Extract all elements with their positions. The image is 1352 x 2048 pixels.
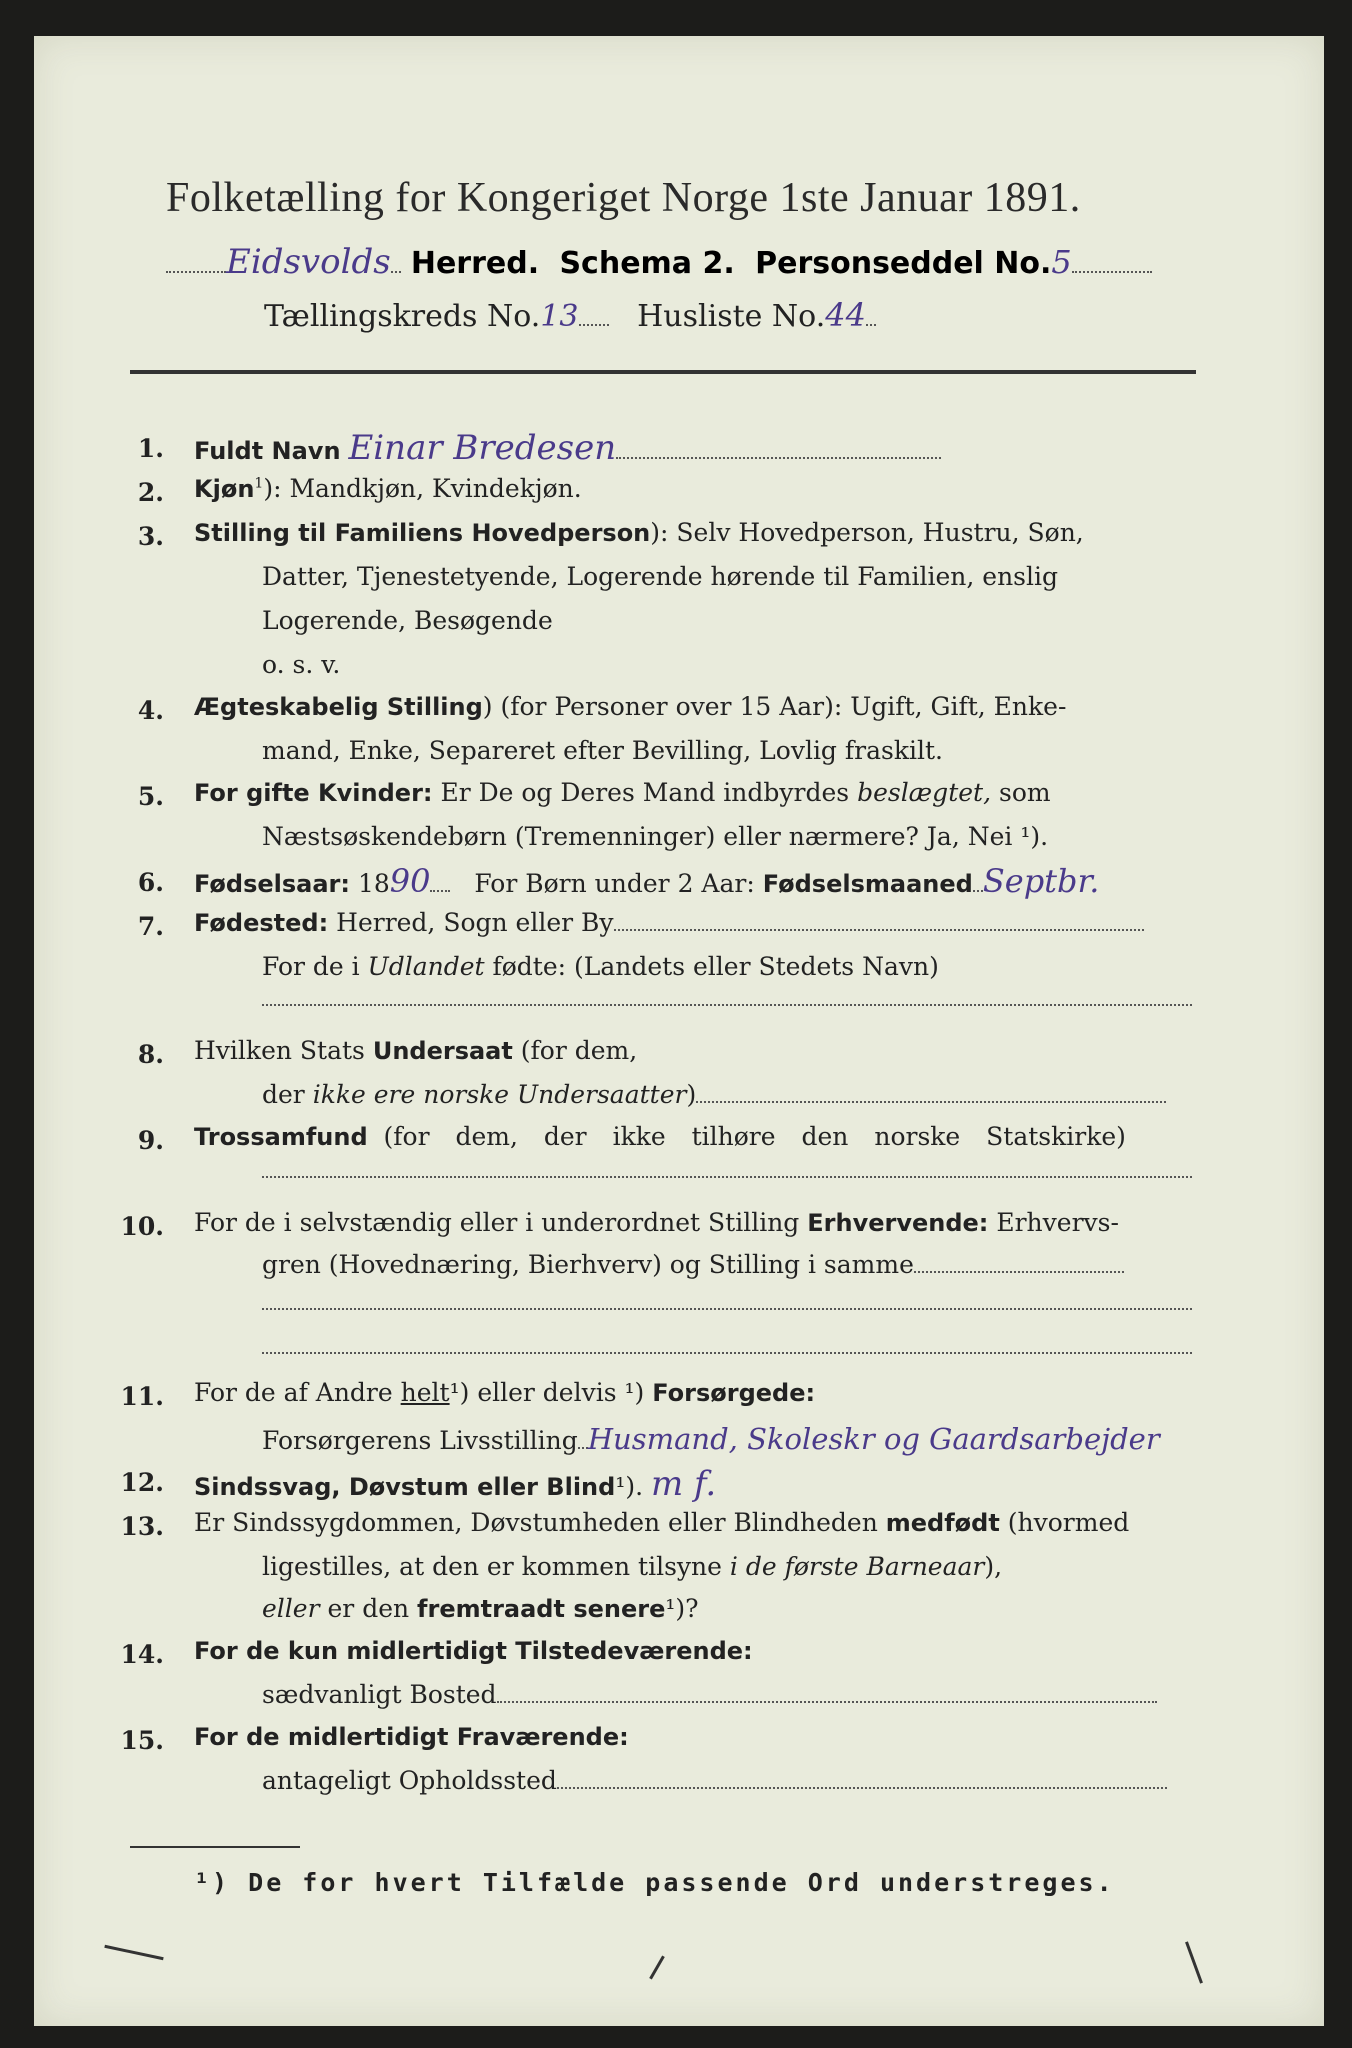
footnote-rule — [130, 1846, 300, 1848]
item-8-number: 8. — [137, 1040, 164, 1069]
item-15-line-2: antageligt Opholdssted — [262, 1766, 1167, 1795]
item-2-number: 2. — [137, 478, 164, 507]
husliste-value: 44 — [825, 296, 866, 334]
item-1-number: 1. — [137, 434, 164, 463]
item-15-label: For de midlertidigt Fraværende: — [194, 1723, 629, 1751]
item-14-number: 14. — [120, 1640, 164, 1669]
birth-month-value: Septbr. — [982, 862, 1100, 900]
item-10-line-2: gren (Hovednæring, Bierhverv) og Stilling i samme — [262, 1250, 1124, 1279]
item-7-line-1: Fødested: Herred, Sogn eller By — [194, 908, 1144, 937]
item-12-line: Sindssvag, Døvstum eller Blind¹). m f. — [194, 1464, 717, 1504]
item-5-line-1: For gifte Kvinder: Er De og Deres Mand indbyrdes beslægtet, som — [194, 778, 1051, 807]
item-7-number: 7. — [137, 912, 164, 941]
item-3-line-3: Logerende, Besøgende — [262, 606, 553, 635]
item-7-label: Fødested: — [194, 909, 329, 937]
schema-label: Schema 2. — [559, 246, 735, 281]
kreds-label: Tællingskreds No. — [264, 299, 541, 334]
item-4-number: 4. — [137, 696, 164, 725]
header-line-herred — [166, 242, 1152, 282]
item-3-line-2: Datter, Tjenestetyende, Logerende hørende til Familien, enslig — [262, 562, 1059, 591]
item-14-line-2: sædvanligt Bosted — [262, 1680, 1157, 1709]
item-5-line-2: Næstsøskendebørn (Tremenninger) eller nærmere? Ja, Nei ¹). — [262, 822, 1049, 851]
item-12-number: 12. — [120, 1468, 164, 1497]
item-11-value: Husmand, Skoleskr og Gaardsarbejder — [587, 1422, 1160, 1456]
item-8-line-1: Hvilken Stats Undersaat (for dem, — [194, 1036, 638, 1065]
item-7-blank-line — [262, 1004, 1192, 1006]
item-6-label: Fødselsaar: — [194, 870, 350, 898]
header-rule — [130, 370, 1196, 374]
item-10-blank-line-1 — [262, 1308, 1192, 1310]
item-1-line — [194, 428, 941, 468]
item-2-line: Kjøn$^1$): Mandkjøn, Kvindekjøn. — [194, 474, 582, 503]
item-4-label: Ægteskabelig Stilling — [194, 693, 483, 721]
item-9-number: 9. — [137, 1126, 164, 1155]
item-9-blank-line — [262, 1176, 1192, 1178]
pen-mark-left — [104, 1945, 163, 1960]
husliste-label: Husliste No. — [637, 299, 826, 334]
item-12-label: Sindssvag, Døvstum eller Blind — [194, 1473, 616, 1501]
pen-mark-center — [649, 1955, 665, 1979]
item-13-line-3: eller er den fremtraadt senere¹)? — [262, 1594, 699, 1623]
item-1-label: Fuldt Navn — [194, 437, 341, 465]
item-13-number: 13. — [120, 1512, 164, 1541]
item-5-number: 5. — [137, 782, 164, 811]
kreds-value: 13 — [540, 299, 579, 334]
item-2-label: Kjøn — [194, 475, 255, 503]
census-form-sheet — [34, 36, 1324, 2026]
item-11-line-2: Forsørgerens Livsstilling Husmand, Skoleskr og Gaardsarbejder — [262, 1422, 1160, 1456]
item-15-line-1 — [194, 1722, 629, 1751]
item-4-line-2: mand, Enke, Separeret efter Bevilling, Lovlig fraskilt. — [262, 736, 943, 765]
item-10-line-1: For de i selvstændig eller i underordnet Stilling Erhvervende: Erhvervs- — [194, 1208, 1119, 1237]
item-15-number: 15. — [120, 1726, 164, 1755]
item-11-line-1: For de af Andre helt¹) eller delvis ¹) Forsørgede: — [194, 1378, 816, 1407]
item-3-line-1: Stilling til Familiens Hovedperson): Selv Hovedperson, Hustru, Søn, — [194, 518, 1084, 547]
item-6-line: Fødselsaar: 1890 For Børn under 2 Aar: Fødselsmaaned Septbr. — [194, 862, 1100, 900]
item-8-line-2: der ikke ere norske Undersaatter) — [262, 1080, 1166, 1109]
item-9-label: Trossamfund — [194, 1123, 368, 1151]
item-13-line-1: Er Sindssygdommen, Døvstumheden eller Blindheden medfødt (hvormed — [194, 1508, 1130, 1537]
birth-year-value: 90 — [389, 862, 431, 900]
herred-value: Eidsvolds — [226, 242, 391, 282]
item-14-label: For de kun midlertidigt Tilstedeværende: — [194, 1637, 753, 1665]
personseddel-label: Personseddel No. — [755, 246, 1052, 281]
item-9-line: Trossamfund (for dem, der ikke tilhøre den norske Statskirke) — [194, 1122, 1126, 1151]
item-13-line-2: ligestilles, at den er kommen tilsyne i de første Barneaar), — [262, 1552, 1003, 1581]
item-1-value: Einar Bredesen — [348, 428, 617, 468]
item-11-number: 11. — [120, 1382, 164, 1411]
herred-label: Herred. — [410, 246, 540, 281]
item-14-line-1 — [194, 1636, 753, 1665]
item-10-blank-line-2 — [262, 1352, 1192, 1354]
item-5-label: For gifte Kvinder: — [194, 779, 433, 807]
item-6-number: 6. — [137, 868, 164, 897]
item-12-value: m f. — [651, 1464, 717, 1504]
item-3-label: Stilling til Familiens Hovedperson — [194, 519, 651, 547]
form-title: Folketælling for Kongeriget Norge 1ste Januar 1891. — [166, 175, 1081, 221]
item-10-number: 10. — [120, 1212, 164, 1241]
item-3-line-4: o. s. v. — [262, 650, 341, 679]
footnote: ¹) De for hvert Tilfælde passende Ord understreges. — [194, 1868, 1115, 1897]
item-7-line-2: For de i Udlandet fødte: (Landets eller Stedets Navn) — [262, 952, 939, 981]
item-3-number: 3. — [137, 522, 164, 551]
item-4-line-1: Ægteskabelig Stilling) (for Personer over 15 Aar): Ugift, Gift, Enke- — [194, 692, 1067, 721]
header-line-kreds — [264, 296, 876, 334]
pen-mark-right — [1185, 1941, 1203, 1983]
personseddel-value: 5 — [1051, 243, 1072, 281]
